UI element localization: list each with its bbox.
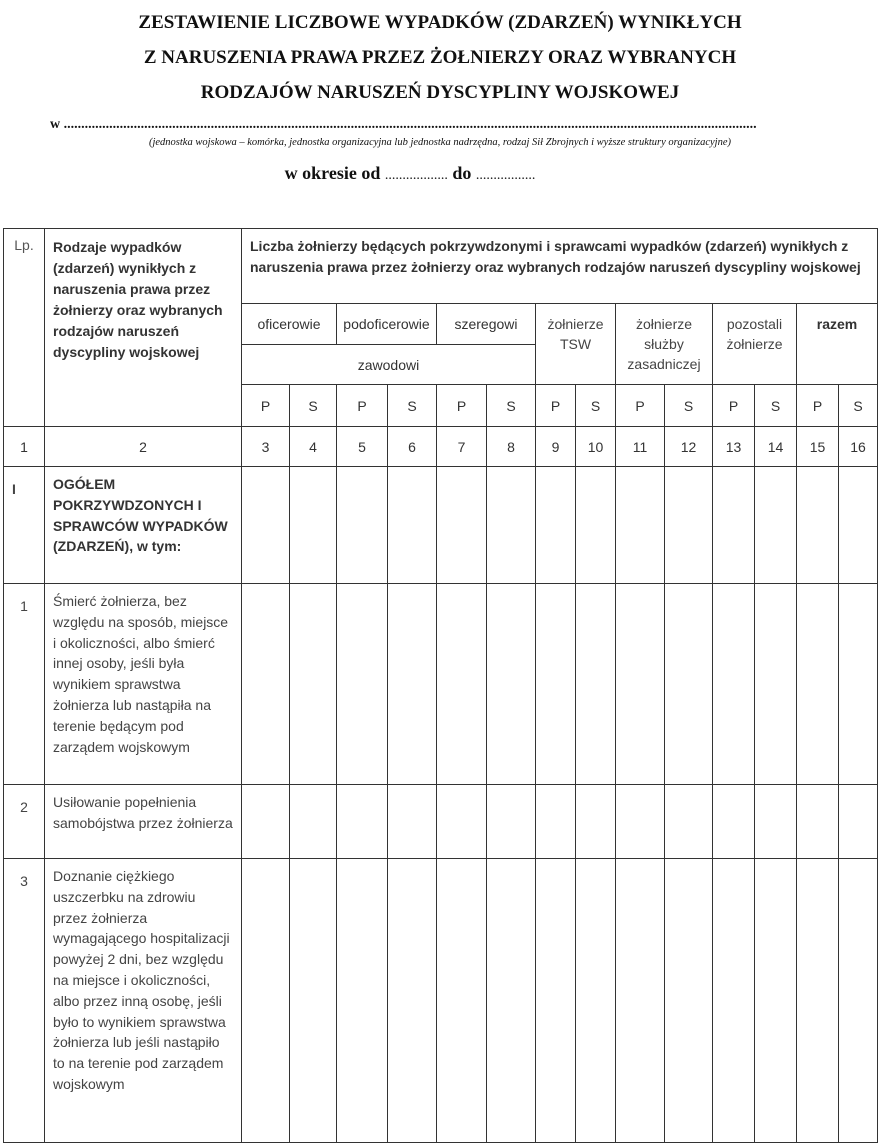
- data-cell[interactable]: [536, 467, 576, 584]
- data-cell[interactable]: [242, 785, 290, 859]
- data-cell[interactable]: [337, 859, 388, 1143]
- data-cell[interactable]: [487, 467, 536, 584]
- data-cell[interactable]: [665, 859, 713, 1143]
- data-cell[interactable]: [755, 859, 797, 1143]
- data-cell[interactable]: [388, 785, 437, 859]
- data-cell[interactable]: [437, 859, 487, 1143]
- header-s-col-10: S: [576, 385, 616, 427]
- data-cell[interactable]: [437, 584, 487, 785]
- data-cell[interactable]: [388, 859, 437, 1143]
- data-cell[interactable]: [242, 467, 290, 584]
- data-cell[interactable]: [536, 785, 576, 859]
- data-cell[interactable]: [713, 584, 755, 785]
- header-p-col-11: P: [616, 385, 665, 427]
- header-p-col-9: P: [536, 385, 576, 427]
- header-p-col-15: P: [797, 385, 839, 427]
- header-podoficerowie: podoficerowie: [337, 304, 437, 345]
- row-description: Usiłowanie popełnienia samobójstwa przez żołnierza: [45, 785, 242, 859]
- data-cell[interactable]: [487, 859, 536, 1143]
- row-description: Śmierć żołnierza, bez względu na sposób, miejsce i okoliczności, albo śmierć innej osoby, jeśli była wynikiem sprawstwa żołnierza lub nastąpiła na terenie będącym pod zarządem wojskowym: [45, 584, 242, 785]
- unit-note: (jednostka wojskowa – komórka, jednostka organizacyjna lub jednostka nadrzędna, rodzaj Sił Zbrojnych i wyższe struktury organizacyjne): [148, 137, 731, 148]
- header-p-col-13: P: [713, 385, 755, 427]
- column-number: 9: [536, 427, 576, 467]
- data-cell[interactable]: [839, 584, 878, 785]
- row-lp: 1: [4, 584, 45, 785]
- data-cell[interactable]: [337, 467, 388, 584]
- data-cell[interactable]: [797, 584, 839, 785]
- column-number: 11: [616, 427, 665, 467]
- header-zawodowi: zawodowi: [242, 345, 536, 385]
- column-number: 12: [665, 427, 713, 467]
- unit-prefix: w: [50, 117, 61, 132]
- data-cell[interactable]: [713, 785, 755, 859]
- data-cell[interactable]: [713, 467, 755, 584]
- period-to-dots: .................: [475, 168, 536, 183]
- period-from-dots: ..................: [384, 168, 448, 183]
- unit-fill-dots: ......................................................................................................................................................................................................: [63, 117, 757, 132]
- column-number: 14: [755, 427, 797, 467]
- data-cell[interactable]: [755, 467, 797, 584]
- data-cell[interactable]: [242, 584, 290, 785]
- title-line-1: ZESTAWIENIE LICZBOWE WYPADKÓW (ZDARZEŃ) WYNIKŁYCH: [138, 12, 742, 33]
- data-cell[interactable]: [388, 467, 437, 584]
- column-number: 6: [388, 427, 437, 467]
- data-cell[interactable]: [576, 584, 616, 785]
- period-label: w okresie od: [284, 163, 381, 183]
- header-zolnierze-sluzby-zasadniczej: żołnierze służby zasadniczej: [616, 304, 713, 385]
- column-number: 16: [839, 427, 878, 467]
- header-kinds-of-incidents: Rodzaje wypadków (zdarzeń) wynikłych z naruszenia prawa przez żołnierzy oraz wybranych rodzajów naruszeń dyscypliny wojskowej: [45, 229, 242, 427]
- data-cell[interactable]: [665, 785, 713, 859]
- data-cell[interactable]: [290, 584, 337, 785]
- data-cell[interactable]: [576, 467, 616, 584]
- column-number: 1: [4, 427, 45, 467]
- row-lp: 3: [4, 859, 45, 1143]
- period-to-label: do: [452, 163, 472, 183]
- data-cell[interactable]: [536, 859, 576, 1143]
- header-lp: Lp.: [4, 229, 45, 427]
- data-cell[interactable]: [487, 584, 536, 785]
- data-cell[interactable]: [242, 859, 290, 1143]
- data-cell[interactable]: [665, 584, 713, 785]
- header-p-col-5: P: [337, 385, 388, 427]
- data-cell[interactable]: [487, 785, 536, 859]
- table-row: [4, 859, 878, 1143]
- header-s-col-12: S: [665, 385, 713, 427]
- data-cell[interactable]: [576, 859, 616, 1143]
- data-cell[interactable]: [616, 785, 665, 859]
- data-cell[interactable]: [839, 785, 878, 859]
- data-cell[interactable]: [797, 785, 839, 859]
- table-row: [4, 584, 878, 785]
- column-number: 4: [290, 427, 337, 467]
- data-cell[interactable]: [713, 859, 755, 1143]
- table-row: [4, 467, 878, 584]
- column-number: 8: [487, 427, 536, 467]
- data-cell[interactable]: [797, 467, 839, 584]
- header-s-col-6: S: [388, 385, 437, 427]
- column-number: 2: [45, 427, 242, 467]
- data-cell[interactable]: [616, 584, 665, 785]
- row-lp: I: [4, 467, 45, 584]
- header-s-col-16: S: [839, 385, 878, 427]
- column-number: 15: [797, 427, 839, 467]
- data-cell[interactable]: [536, 584, 576, 785]
- data-cell[interactable]: [797, 859, 839, 1143]
- data-cell[interactable]: [290, 859, 337, 1143]
- column-number: 5: [337, 427, 388, 467]
- column-number: 7: [437, 427, 487, 467]
- column-number: 10: [576, 427, 616, 467]
- header-szeregowi: szeregowi: [437, 304, 536, 345]
- data-cell[interactable]: [290, 467, 337, 584]
- column-number: 13: [713, 427, 755, 467]
- header-oficerowie: oficerowie: [242, 304, 337, 345]
- data-cell[interactable]: [437, 467, 487, 584]
- row-lp: 2: [4, 785, 45, 859]
- row-description: OGÓŁEM POKRZYWDZONYCH I SPRAWCÓW WYPADKÓW (ZDARZEŃ), w tym:: [45, 467, 242, 584]
- data-cell[interactable]: [290, 785, 337, 859]
- period-line: [0, 163, 820, 184]
- data-cell[interactable]: [337, 584, 388, 785]
- header-razem: razem: [797, 304, 878, 385]
- data-cell[interactable]: [437, 785, 487, 859]
- data-cell[interactable]: [839, 467, 878, 584]
- header-number-of-soldiers: Liczba żołnierzy będących pokrzywdzonymi i sprawcami wypadków (zdarzeń) wynikłych z naruszenia prawa przez żołnierzy oraz wybranych rodzajów naruszeń dyscypliny wojskowej: [242, 229, 878, 304]
- title-line-3: RODZAJÓW NARUSZEŃ DYSCYPLINY WOJSKOWEJ: [200, 82, 680, 103]
- data-cell[interactable]: [755, 785, 797, 859]
- data-cell[interactable]: [616, 467, 665, 584]
- statistics-table: [3, 228, 878, 1143]
- table-row: [4, 785, 878, 859]
- unit-line: [50, 117, 780, 133]
- row-description: Doznanie ciężkiego uszczerbku na zdrowiu przez żołnierza wymagającego hospitalizacji powyżej 2 dni, bez względu na miejsce i okoliczności, albo przez inną osobę, jeśli było to wynikiem sprawstwa żołnierza lub jeśli nastąpiło to na terenie pod zarządem wojskowym: [45, 859, 242, 1143]
- data-cell[interactable]: [839, 859, 878, 1143]
- header-s-col-8: S: [487, 385, 536, 427]
- header-pozostali-zolnierze: pozostali żołnierze: [713, 304, 797, 385]
- data-cell[interactable]: [616, 859, 665, 1143]
- header-s-col-4: S: [290, 385, 337, 427]
- header-p-col-7: P: [437, 385, 487, 427]
- data-cell[interactable]: [388, 584, 437, 785]
- column-number-row: [4, 427, 878, 467]
- column-number: 3: [242, 427, 290, 467]
- data-cell[interactable]: [337, 785, 388, 859]
- header-p-col-3: P: [242, 385, 290, 427]
- title-line-2: Z NARUSZENIA PRAWA PRZEZ ŻOŁNIERZY ORAZ WYBRANYCH: [143, 47, 737, 68]
- header-s-col-14: S: [755, 385, 797, 427]
- data-cell[interactable]: [665, 467, 713, 584]
- header-zolnierze-tsw: żołnierze TSW: [536, 304, 616, 385]
- data-cell[interactable]: [576, 785, 616, 859]
- data-cell[interactable]: [755, 584, 797, 785]
